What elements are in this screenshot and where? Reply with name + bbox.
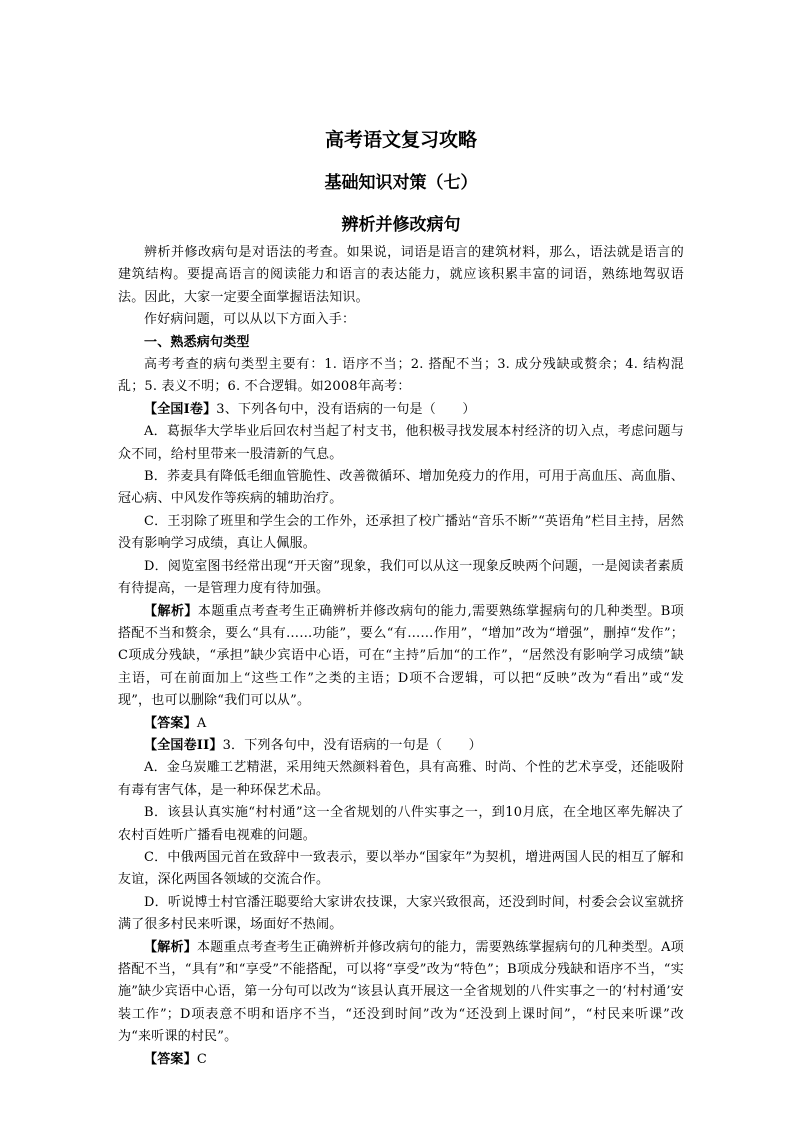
intro-paragraph: 辨析并修改病句是对语法的考查。如果说，词语是语言的建筑材料，那么，语法就是语言的建筑结构。要提高语言的阅读能力和语言的表达能力，就应该积累丰富的词语，熟练地驾驭语法。因此，大家一定要全面掌握语法知识。	[118, 245, 684, 305]
answer-paragraph	[118, 1049, 684, 1071]
question-stem	[118, 399, 684, 421]
answer-label: 【答案】	[144, 1051, 197, 1067]
question-stem-text: 3．下列各句中，没有语病的一句是（ ）	[222, 737, 482, 753]
analysis-label: 【解析】	[144, 939, 198, 955]
question-source: 【全国卷II】	[144, 737, 223, 753]
question-stem-text: 3、下列各句中，没有语病的一句是（ ）	[216, 401, 476, 417]
question-option: C．王羽除了班里和学生会的工作外，还承担了校广播站“音乐不断”“英语角”栏目主持，居然没有影响学习成绩，真让人佩服。	[118, 513, 684, 552]
question-stem	[118, 735, 684, 757]
question-option: A．葛振华大学毕业后回农村当起了村支书，他积极寻找发展本村经济的切入点，考虑问题与众不同，给村里带来一股清新的气息。	[118, 424, 684, 462]
document-title: 高考语文复习攻略	[324, 129, 477, 151]
document-content	[118, 126, 684, 1071]
analysis-label: 【解析】	[144, 603, 198, 619]
question-option: C．中俄两国元首在致辞中一致表示，要以举办“国家年”为契机，增进两国人民的相互了解和友谊，深化两国各领域的交流合作。	[118, 849, 684, 888]
question-option: B．该县认真实施“村村通”这一全省规划的八件实事之一，到10月底，在全地区率先解决了农村百姓听广播看电视难的问题。	[118, 805, 684, 843]
document-subtitle: 基础知识对策（七）	[324, 173, 478, 193]
answer-paragraph	[118, 713, 684, 735]
answer-value: C	[196, 1051, 207, 1067]
intro-paragraph: 作好病问题，可以从以下方面入手：	[144, 312, 356, 328]
analysis-paragraph	[118, 601, 684, 713]
question-option: D．听说博士村官潘汪聪要给大家讲农技课，大家兴致很高，还没到时间，村委会会议室就挤满了很多村民来听课，场面好不热闹。	[118, 894, 684, 933]
question-option: B．荞麦具有降低毛细血管脆性、改善微循环、增加免疫力的作用，可用于高血压、高血脂、冠心病、中风发作等疾病的辅助治疗。	[118, 469, 684, 507]
analysis-text: 本题重点考查考生正确辨析并修改病句的能力，需要熟练掌握病句的几种类型。A项搭配不当，“具有”和“享受”不能搭配，可以将“享受”改为“特色”；B项成分残缺和语序不当，“实施”缺少宾语中心语，第一分句可以改为“该县认真开展这一全省规划的八件实事之一的‘村村通’安装工作”；D项表意不明和语序不当，“还没到时间”改为“还没到上课时间”，“村民来听课”改为“来听课的村民”。	[118, 939, 684, 1045]
question-option: D．阅览室图书经常出现“开天窗”现象，我们可以从这一现象反映两个问题，一是阅读者素质有待提高，一是管理力度有待加强。	[118, 558, 684, 597]
analysis-text: 本题重点考查考生正确辨析并修改病句的能力,需要熟练掌握病句的几种类型。B项搭配不当和赘余，要么“具有……功能”，要么“有……作用”，“增加”改为“增强”，删掉“发作”；C项成分残缺，“承担”缺少宾语中心语，可在“主持”后加“的工作”，“居然没有影响学习成绩”缺主语，可在前面加上“这些工作”之类的主语；D项不合逻辑，可以把“反映”改为“看出”或“发现”，也可以删除“我们可以从”。	[118, 603, 684, 709]
document-topic: 辨析并修改病句	[341, 215, 461, 235]
answer-label: 【答案】	[144, 715, 197, 731]
section-heading: 一、熟悉病句类型	[144, 334, 250, 350]
answer-value: A	[196, 715, 207, 731]
document-body	[118, 242, 684, 1071]
analysis-paragraph	[118, 937, 684, 1049]
question-source: 【全国Ⅰ卷】	[144, 401, 217, 417]
question-option: A．金乌炭雕工艺精湛，采用纯天然颜料着色，具有高雅、时尚、个性的艺术享受，还能吸附有毒有害气体，是一种环保艺术品。	[118, 760, 684, 798]
section-lead-paragraph: 高考考查的病句类型主要有：1. 语序不当；2. 搭配不当；3. 成分残缺或赘余；4. 结构混乱；5. 表义不明；6. 不合逻辑。如2008年高考：	[118, 357, 684, 395]
